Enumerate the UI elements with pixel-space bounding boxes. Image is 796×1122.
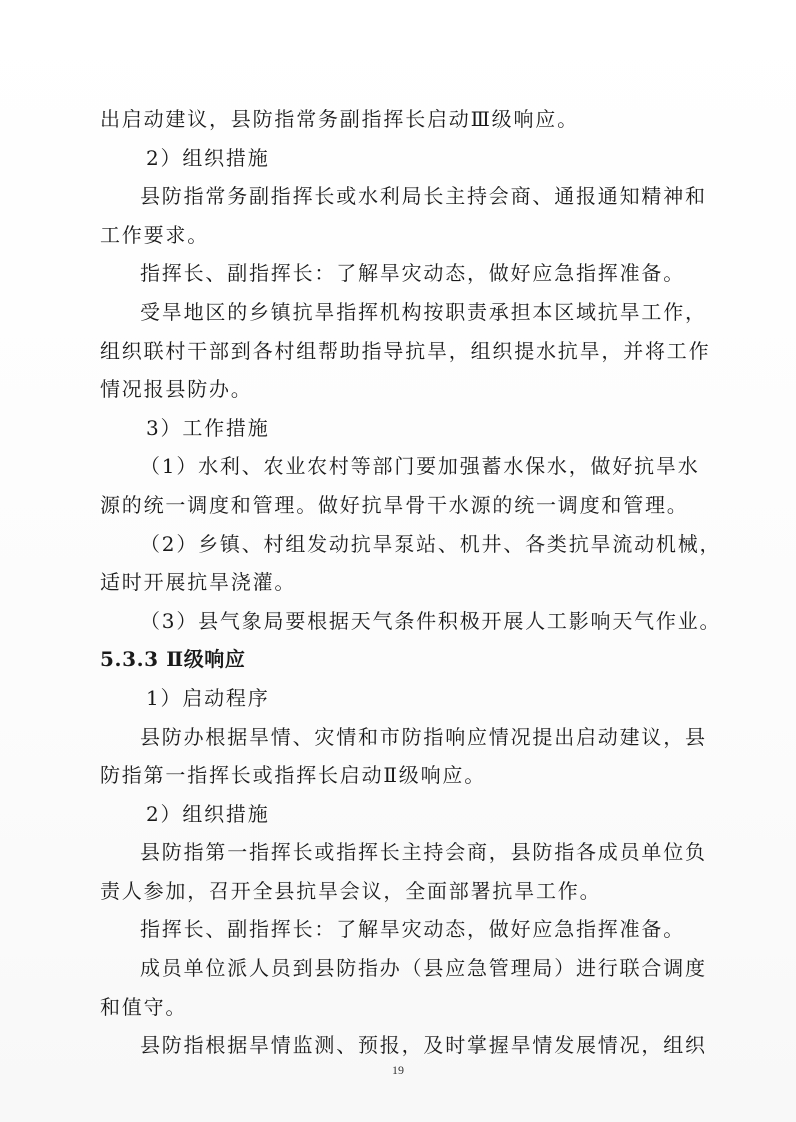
section-heading: 5.3.3 Ⅱ级响应 bbox=[100, 647, 246, 672]
body-line: 出启动建议，县防指常务副指挥长启动Ⅲ级响应。 bbox=[100, 107, 579, 131]
body-line: 情况报县防办。 bbox=[100, 377, 253, 402]
subsection-label: 1）启动程序 bbox=[146, 685, 270, 710]
subsection-label: 2）组织措施 bbox=[146, 145, 270, 170]
body-line: 成员单位派人员到县防指办（县应急管理局）进行联合调度 bbox=[140, 956, 707, 981]
body-line: 工作要求。 bbox=[100, 222, 209, 247]
body-line: 防指第一指挥长或指挥长启动Ⅱ级响应。 bbox=[100, 763, 486, 788]
body-line: （1）水利、农业农村等部门要加强蓄水保水，做好抗旱水 bbox=[140, 454, 700, 479]
body-line: 县防指根据旱情监测、预报，及时掌握旱情发展情况，组织 bbox=[140, 1033, 707, 1058]
body-line: 县防办根据旱情、灾情和市防指响应情况提出启动建议，县 bbox=[140, 724, 707, 749]
subsection-label: 2）组织措施 bbox=[146, 801, 270, 826]
body-line: 指挥长、副指挥长：了解旱灾动态，做好应急指挥准备。 bbox=[140, 917, 685, 942]
body-line: 县防指常务副指挥长或水利局长主持会商、通报通知精神和 bbox=[140, 184, 707, 209]
body-line: 责人参加，召开全县抗旱会议，全面部署抗旱工作。 bbox=[100, 878, 602, 903]
body-line: 和值守。 bbox=[100, 994, 188, 1019]
body-line: 组织联村干部到各村组帮助指导抗旱，组织提水抗旱，并将工作 bbox=[100, 338, 711, 363]
body-line: 适时开展抗旱浇灌。 bbox=[100, 570, 297, 595]
subsection-label: 3）工作措施 bbox=[146, 415, 270, 440]
body-line: 县防指第一指挥长或指挥长主持会商，县防指各成员单位负 bbox=[140, 840, 707, 865]
page-number: 19 bbox=[392, 1063, 404, 1077]
body-line: 源的统一调度和管理。做好抗旱骨干水源的统一调度和管理。 bbox=[100, 492, 689, 517]
body-line: 受旱地区的乡镇抗旱指挥机构按职责承担本区域抗旱工作， bbox=[140, 299, 707, 324]
body-line: （2）乡镇、村组发动抗旱泵站、机井、各类抗旱流动机械， bbox=[140, 531, 722, 556]
body-line: 指挥长、副指挥长：了解旱灾动态，做好应急指挥准备。 bbox=[140, 261, 685, 286]
body-line: （3）县气象局要根据天气条件积极开展人工影响天气作业。 bbox=[140, 608, 722, 633]
document-body bbox=[100, 100, 722, 1065]
